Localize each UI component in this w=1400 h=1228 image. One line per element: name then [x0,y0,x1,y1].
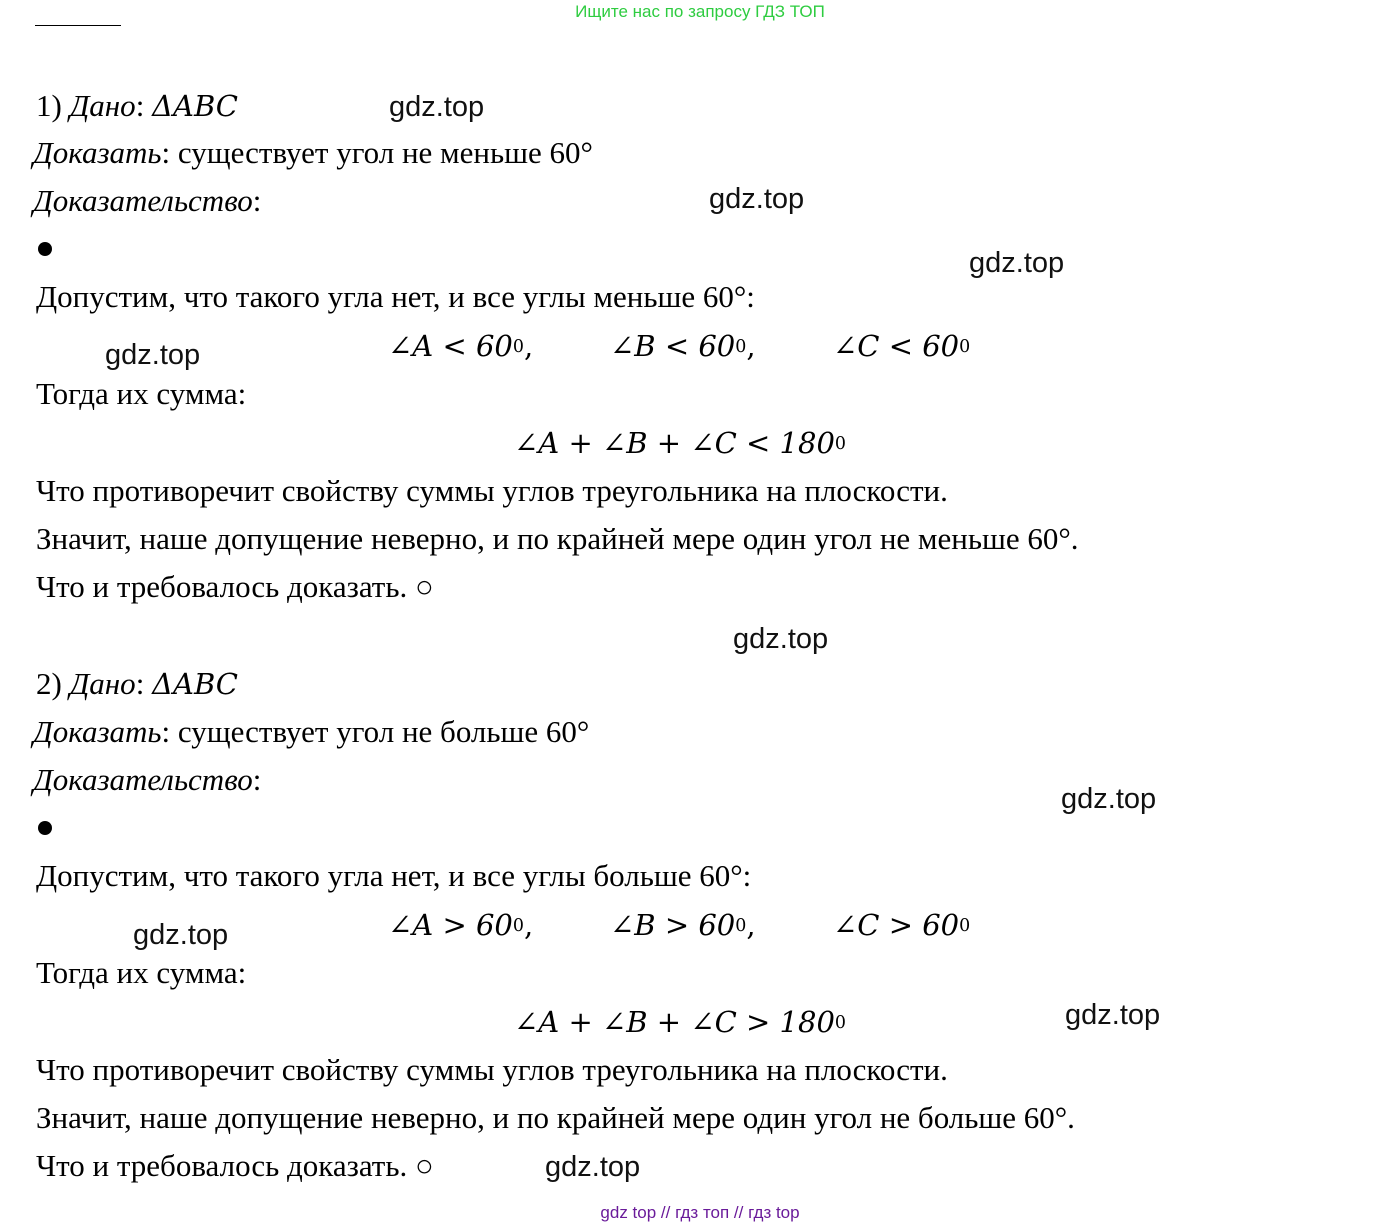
part1-ineq-b: ∠B < $60^0$, [610,329,756,363]
watermark: gdz.top [733,623,829,655]
top-rule [35,25,121,26]
part1-contradiction: Что противоречит свойству суммы углов треугольника на плоскости. [36,473,948,508]
part2-then: Тогда их сумма: [36,955,247,990]
part2-given: 2) Дано: ΔABC [36,666,238,701]
watermark: gdz.top [1065,999,1161,1031]
part2-qed: Что и требовалось доказать. ○ [36,1148,434,1183]
part2-bullet [38,821,52,835]
part2-triangle: ΔABC [152,667,238,701]
part1-assume: Допустим, что такого угла нет, и все углы меньше 60°: [36,279,755,314]
part2-number: 2) [36,666,62,701]
part1-given: 1) Дано: ΔABC [36,88,238,123]
watermark: gdz.top [1061,783,1157,815]
part2-contradiction: Что противоречит свойству суммы углов треугольника на плоскости. [36,1052,948,1087]
prove-label: Доказать [33,714,162,749]
watermark: gdz.top [709,183,805,215]
top-banner[interactable]: Ищите нас по запросу ГДЗ ТОП [575,2,825,21]
part2-sum: ∠A + ∠B + ∠C > $180^0$ [514,1005,846,1039]
watermark: gdz.top [389,91,485,123]
part1-prove [33,133,593,173]
part1-prove-text: : существует угол не меньше 60° [161,135,593,170]
part2-proof-label: Доказательство: [33,762,262,797]
part1-proof-label: Доказательство: [33,183,262,218]
part1-bullet [38,242,52,256]
part1-ineq-c: ∠C < $60^0$ [833,329,971,363]
watermark: gdz.top [133,919,229,951]
part2-assume: Допустим, что такого угла нет, и все углы больше 60°: [36,858,752,893]
watermark: gdz.top [545,1151,641,1183]
part1-qed: Что и требовалось доказать. ○ [36,569,434,604]
watermark: gdz.top [105,339,201,371]
part2-ineq-a: ∠A > $60^0$, [388,908,534,942]
part2-prove [33,712,589,752]
prove-label: Доказать [33,135,162,170]
part1-triangle: ΔABC [152,89,238,123]
part2-prove-text: : существует угол не больше 60° [161,714,590,749]
part2-ineq-c: ∠C > $60^0$ [833,908,971,942]
given-label: Дано [69,88,136,123]
watermark: gdz.top [969,247,1065,279]
part1-then: Тогда их сумма: [36,376,247,411]
part2-ineq-b: ∠B > $60^0$, [610,908,756,942]
bottom-banner[interactable]: gdz top // гдз топ // гдз top [600,1203,800,1222]
part1-number: 1) [36,88,62,123]
part1-sum: ∠A + ∠B + ∠C < $180^0$ [514,426,846,460]
proof-label: Доказательство [33,183,253,218]
given-label: Дано [69,666,136,701]
part1-ineq-a: ∠A < $60^0$, [388,329,534,363]
part1-conclusion: Значит, наше допущение неверно, и по крайней мере один угол не меньше 60°. [36,521,1079,556]
part2-conclusion: Значит, наше допущение неверно, и по крайней мере один угол не больше 60°. [36,1100,1075,1135]
proof-label: Доказательство [33,762,253,797]
